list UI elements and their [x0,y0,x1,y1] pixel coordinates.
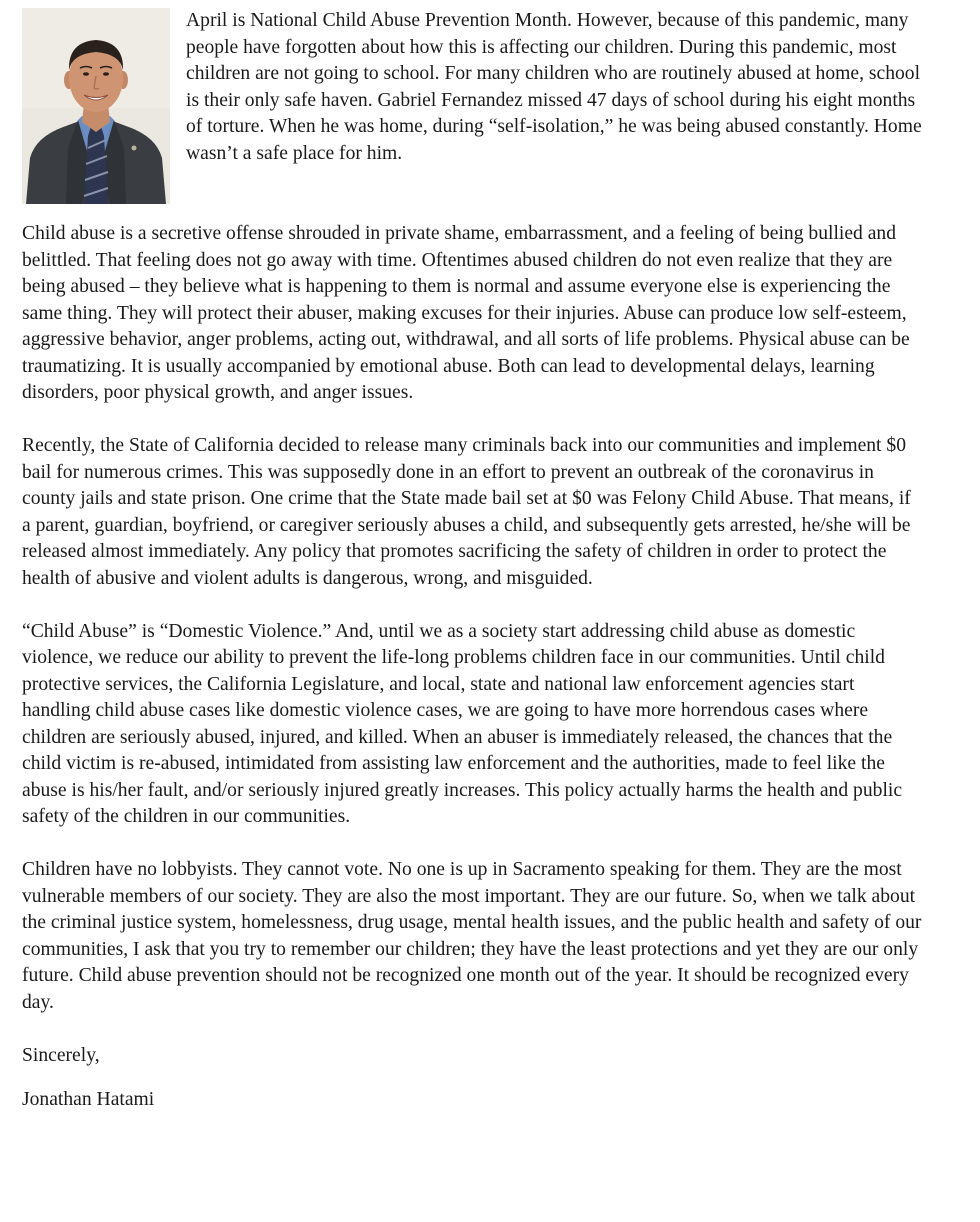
intro-section [22,8,922,208]
paragraph-children-no-lobbyists: Children have no lobbyists. They cannot vote. No one is up in Sacramento speaking for them. They are the most vulnerable members of our society. They are also the most important. They are our future. So, when we talk about the criminal justice system, homelessness, drug usage, mental health issues, and the public health and safety of our communities, I ask that you try to remember our children; they have the least protections and yet they are our only future. Child abuse prevention should not be recognized one month out of the year. It should be recognized every day. [22,859,922,1013]
signature-name: Jonathan Hatami [22,1089,155,1110]
paragraph-domestic-violence: “Child Abuse” is “Domestic Violence.” And, until we as a society start addressing child abuse as domestic violence, we reduce our ability to prevent the life-long problems children face in our communities. Until child protective services, the California Legislature, and local, state and national law enforcement agencies start handling child abuse cases like domestic violence cases, we are going to have more horrendous cases where children are seriously abused, injured, and killed. When an abuser is immediately released, the chances that the child victim is re-abused, intimidated from assisting law enforcement and the authorities, made to feel like the abuse is his/her fault, and/or seriously injured greatly increases. This policy actually harms the health and public safety of the children in our communities. [22,620,903,827]
intro-paragraph: April is National Child Abuse Prevention Month. However, because of this pandemic, many people have forgotten about how this is affecting our children. During this pandemic, most children are not going to school. For many children who are routinely abused at home, school is their only safe haven. Gabriel Fernandez missed 47 days of school during his eight months of torture. When he was home, during “self-isolation,” he was being abused constantly. Home wasn’t a safe place for him. [186,10,922,164]
intro-paragraph-block [186,8,926,167]
letter-page [22,8,922,1114]
author-portrait [22,8,170,204]
closing-salutation: Sincerely, [22,1044,100,1066]
paragraph-child-abuse-effects: Child abuse is a secretive offense shrouded in private shame, embarrassment, and a feeling of being bullied and belittled. That feeling does not go away with time. Oftentimes abused children do not even realize that they are being abused – they believe what is happening to them is normal and assume everyone else is experiencing the same thing. They will protect their abuser, making excuses for their injuries. Abuse can produce low self-esteem, aggressive behavior, anger problems, acting out, withdrawal, and all sorts of life problems. Physical abuse can be traumatizing. It is usually accompanied by emotional abuse. Both can lead to developmental delays, learning disorders, poor physical growth, and anger issues. [22,223,910,403]
paragraph-zero-bail-policy: Recently, the State of California decided to release many criminals back into our communities and implement $0 bail for numerous crimes. This was supposedly done in an effort to prevent an outbreak of the coronavirus in county jails and state prison. One crime that the State made bail set at $0 was Felony Child Abuse. That means, if a parent, guardian, boyfriend, or caregiver seriously abuses a child, and subsequently gets arrested, he/she will be released almost immediately. Any policy that promotes sacrificing the safety of children in order to protect the health of abusive and violent adults is dangerous, wrong, and misguided. [22,435,911,589]
